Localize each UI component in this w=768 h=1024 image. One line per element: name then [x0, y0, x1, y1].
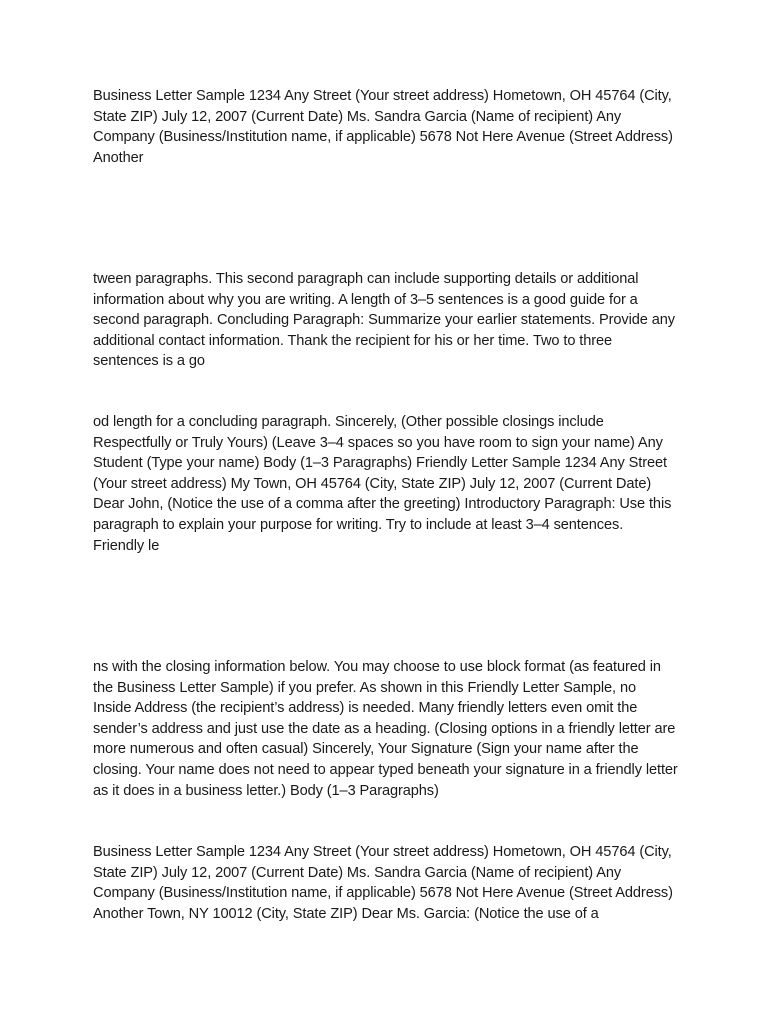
text-block-1: Business Letter Sample 1234 Any Street (Your street address) Hometown, OH 45764 (City, State ZIP) July 12, 2007 (Current Date) Ms. Sandra Garcia (Name of recipient) Any Company (Business/Institution name, if applicable) 5678 Not Here Avenue (Street Address) Another [93, 88, 673, 166]
text-block-4: ns with the closing information below. You may choose to use block format (as featured in the Business Letter Sample) if you prefer. As shown in this Friendly Letter Sample, no Inside Address (the recipient’s address) is needed. Many friendly letters even omit the sender’s address and just use the date as a heading. (Closing options in a friendly letter are more numerous and often casual) Sincerely, Your Signature (Sign your name after the closing. Your name does not need to appear typed beneath your signature in a friendly letter as it does in a business letter.) Body (1–3 Paragraphs) [93, 659, 678, 799]
text-block-3: od length for a concluding paragraph. Sincerely, (Other possible closings include Respectfully or Truly Yours) (Leave 3–4 spaces so you have room to sign your name) Any Student (Type your name) Body (1–3 Paragraphs) Friendly Letter Sample 1234 Any Street (Your street address) My Town, OH 45764 (City, State ZIP) July 12, 2007 (Current Date) Dear John, (Notice the use of a comma after the greeting) Introductory Paragraph: Use this paragraph to explain your purpose for writing. Try to include at least 3–4 sentences. Friendly le [93, 414, 672, 554]
text-block-2: tween paragraphs. This second paragraph can include supporting details or additional information about why you are writing. A length of 3–5 sentences is a good guide for a second paragraph. Concluding Paragraph: Summarize your earlier statements. Provide any additional contact information. Thank the recipient for his or her time. Two to three sentences is a go [93, 271, 675, 370]
text-block-5: Business Letter Sample 1234 Any Street (Your street address) Hometown, OH 45764 (City, State ZIP) July 12, 2007 (Current Date) Ms. Sandra Garcia (Name of recipient) Any Company (Business/Institution name, if applicable) 5678 Not Here Avenue (Street Address) Another Town, NY 10012 (City, State ZIP) Dear Ms. Garcia: (Notice the use of a [93, 844, 673, 922]
